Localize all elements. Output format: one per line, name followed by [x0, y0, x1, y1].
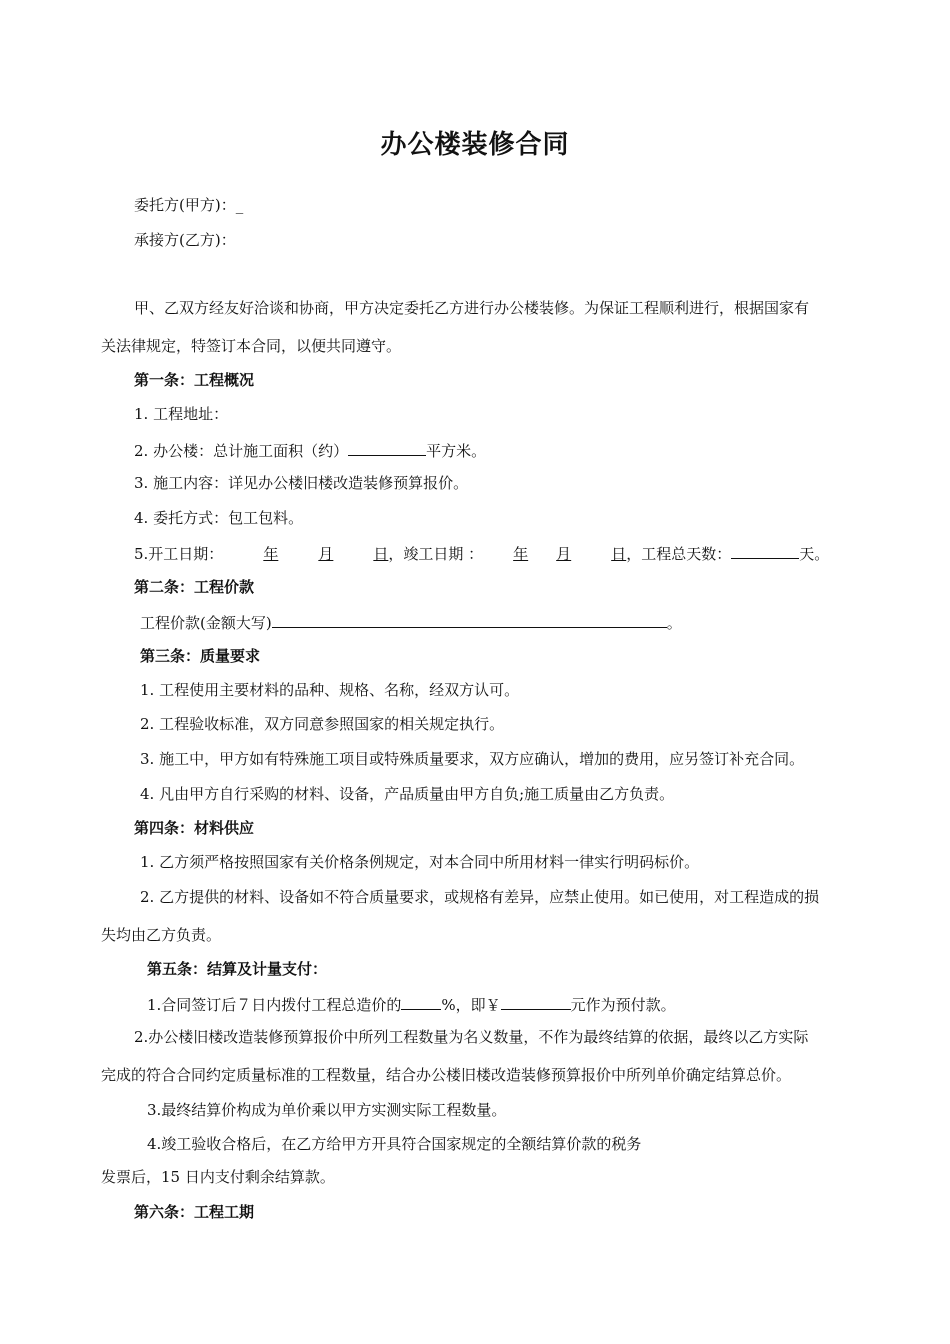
article-6-heading: 第六条：工程工期 [134, 1203, 255, 1221]
article-1-item-2 [134, 439, 486, 461]
article-5-item-1: 1.合同签订后７日内拨付工程总造价的 %，即￥ 元作为预付款。 [147, 993, 676, 1015]
advance-amount-blank [501, 993, 571, 1010]
party-a-line: 委托方(甲方)：_ [134, 196, 244, 214]
article-4-heading: 第四条：材料供应 [134, 819, 255, 837]
article-3-item-1: 1. 工程使用主要材料的品种、规格、名称，经双方认可。 [140, 681, 520, 699]
article-5-item-4-line-1: 4.竣工验收合格后，在乙方给甲方开具符合国家规定的全额结算价款的税务 [147, 1135, 642, 1153]
price-label: 工程价款(金额大写) [140, 614, 272, 632]
percent-blank [401, 993, 441, 1010]
article-5-item-2-line-1: 2.办公楼旧楼改造装修预算报价中所列工程数量为名义数量，不作为最终结算的依据，最终以乙方实际 [134, 1028, 809, 1046]
article-4-item-1: 1. 乙方须严格按照国家有关价格条例规定，对本合同中所用材料一律实行明码标价。 [140, 853, 700, 871]
document-title: 办公楼装修合同 [380, 130, 570, 160]
area-label: 2. 办公楼：总计施工面积（约） [134, 442, 349, 460]
area-blank [348, 439, 426, 456]
article-1-item-4: 4. 委托方式：包工包料。 [134, 509, 304, 527]
article-1-item-5 [134, 542, 829, 564]
article-3-item-4: 4. 凡由甲方自行采购的材料、设备，产品质量由甲方自负;施工质量由乙方负责。 [140, 785, 675, 803]
article-5-item-4-line-2: 发票后，15 日内支付剩余结算款。 [101, 1168, 335, 1186]
total-days-blank [731, 542, 799, 559]
total-days-label: ，工程总天数： [626, 545, 732, 563]
days-unit: 天。 [799, 545, 830, 563]
intro-line-1: 甲、乙双方经友好洽谈和协商，甲方决定委托乙方进行办公楼装修。为保证工程顺利进行，根据国家有 [134, 299, 810, 317]
finish-date-blank: 年 月 日 [513, 545, 627, 563]
area-unit: 平方米。 [426, 442, 487, 460]
article-5-item-2-line-2: 完成的符合合同约定质量标准的工程数量，结合办公楼旧楼改造装修预算报价中所列单价确定结算总价。 [101, 1066, 792, 1084]
article-3-heading: 第三条：质量要求 [140, 647, 261, 665]
intro-line-2: 关法律规定，特签订本合同，以便共同遵守。 [101, 337, 402, 355]
article-1-item-1: 1. 工程地址： [134, 405, 229, 423]
article-3-item-3: 3. 施工中，甲方如有特殊施工项目或特殊质量要求，双方应确认，增加的费用，应另签订补充合同。 [140, 750, 805, 768]
article-2-heading: 第二条：工程价款 [134, 578, 255, 596]
article-5-heading: 第五条：结算及计量支付： [147, 960, 328, 978]
start-date-label: 5.开工日期： [134, 545, 224, 563]
finish-date-label: ，竣工日期 ： [388, 545, 484, 563]
price-line: 工程价款(金额大写) 。 [140, 611, 682, 633]
article-4-item-2-line-2: 失均由乙方负责。 [101, 926, 222, 944]
article-1-item-3: 3. 施工内容：详见办公楼旧楼改造装修预算报价。 [134, 474, 469, 492]
start-date-blank: 年 月 日 [263, 545, 389, 563]
party-b-line: 承接方(乙方)： [134, 231, 236, 249]
article-1-heading: 第一条：工程概况 [134, 371, 255, 389]
article-4-item-2-line-1: 2. 乙方提供的材料、设备如不符合质量要求，或规格有差异，应禁止使用。如已使用，对工程造成的损 [140, 888, 820, 906]
article-5-item-3: 3.最终结算价构成为单价乘以甲方实测实际工程数量。 [147, 1101, 507, 1119]
price-blank [272, 611, 667, 628]
article-3-item-2: 2. 工程验收标准，双方同意参照国家的相关规定执行。 [140, 715, 505, 733]
